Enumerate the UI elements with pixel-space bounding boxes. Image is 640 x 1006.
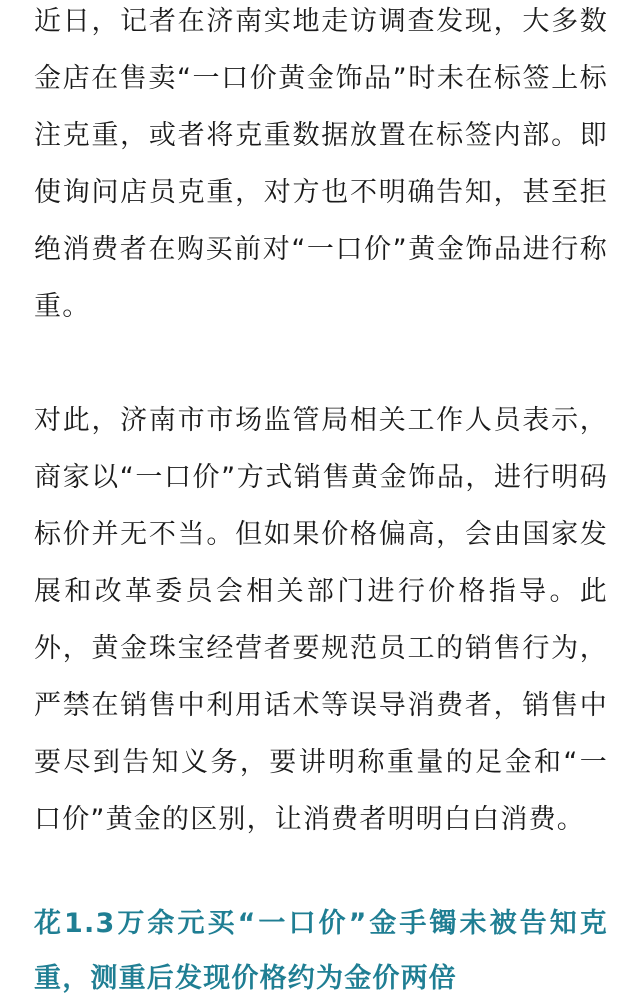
article-body — [34, 0, 608, 1006]
article-paragraph-1: 近日，记者在济南实地走访调查发现，大多数金店在售卖“一口价黄金饰品”时未在标签上标注克重，或者将克重数据放置在标签内部。即使询问店员克重，对方也不明确告知，甚至拒绝消费者在购买前对“一口价”黄金饰品进行称重。 — [34, 6, 608, 322]
section-subheading: 花1.3万余元买“一口价”金手镯未被告知克重，测重后发现价格约为金价两倍 — [34, 908, 608, 994]
article-paragraph-2: 对此，济南市市场监管局相关工作人员表示，商家以“一口价”方式销售黄金饰品，进行明码标价并无不当。但如果价格偏高，会由国家发展和改革委员会相关部门进行价格指导。此外，黄金珠宝经营者要规范员工的销售行为，严禁在销售中利用话术等误导消费者，销售中要尽到告知义务，要讲明称重量的足金和“一口价”黄金的区别，让消费者明明白白消费。 — [34, 405, 608, 835]
